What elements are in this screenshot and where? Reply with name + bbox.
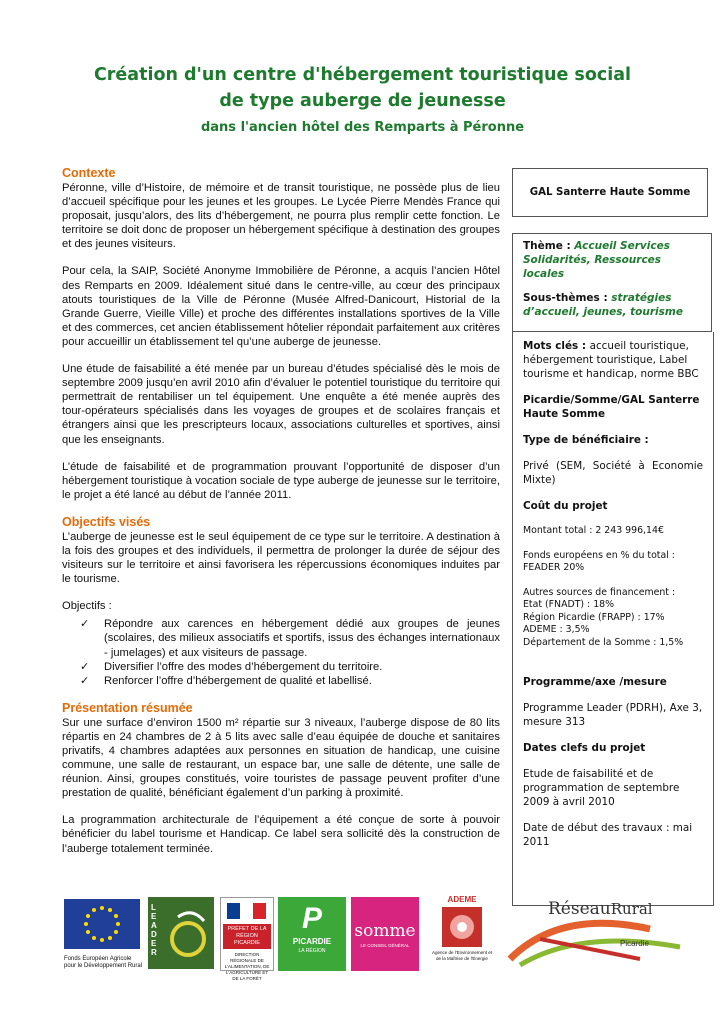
leader-logo [148, 897, 214, 969]
dates-study: Etude de faisabilité et de programmation de septembre 2009 à avril 2010 [523, 768, 680, 808]
ademe-text: ADEME [447, 895, 477, 904]
somme-sub: LE CONSEIL GÉNÉRAL [360, 943, 410, 948]
eu-flag-icon [64, 899, 140, 949]
theme-value: Accueil Services Solidarités, Ressources locales [523, 240, 670, 280]
dates-label: Dates clefs du projet [523, 742, 646, 754]
cost-other-item: Département de la Somme : 1,5% [523, 636, 684, 648]
contexte-paragraph-1: Péronne, ville d’Histoire, de mémoire et de transit touristique, ne possède plus de lieu d’accueil spécifique pour les jeunes et les groupes. Le Lycée Pierre Mendès France qui proposait, jusqu’alors, des lits d’hébergement, ne pourra plus remplir cette fonction. Le territoire se doit donc de proposer un hébergement spécifique à destination des groupes et des jeunes visiteurs. [62, 182, 500, 251]
keywords-value: accueil touristique, hébergement touristique, Label tourisme et handicap, norme BBC [523, 340, 699, 380]
cost-european-funds: Fonds européens en % du total : FEADER 20% [523, 549, 675, 573]
objectif-text: Diversifier l’offre des modes d’hébergement du territoire. [104, 660, 383, 673]
eu-logo [64, 899, 144, 970]
region-label: Picardie/Somme/GAL Santerre Haute Somme [523, 394, 700, 420]
dates-works: Date de début des travaux : mai 2011 [523, 822, 693, 848]
programme-label: Programme/axe /mesure [523, 676, 667, 688]
presentation-heading: Présentation résumée [62, 700, 193, 715]
page-title-line-1: Création d'un centre d'hébergement touristique social [93, 65, 632, 85]
objectif-text: Répondre aux carences en hébergement dédié aux groupes de jeunes (scolaires, des milieux associatifs et sportifs, issus des échanges internationaux - jumelages) et aux visiteurs de passage. [104, 618, 500, 659]
keywords-entry [523, 339, 703, 381]
picardie-text: PICARDIE [292, 937, 332, 946]
prefet-logo [220, 897, 274, 981]
cost-total: Montant total : 2 243 996,14€ [523, 525, 664, 536]
page-title-line-2: de type auberge de jeunesse [219, 91, 506, 111]
checkmark-icon: ✓ [80, 659, 90, 673]
objectif-text: Renforcer l’offre d’hébergement de qualité et labellisé. [104, 674, 372, 687]
ademe-emblem-icon [442, 907, 482, 947]
details-box [512, 332, 714, 906]
prefet-caption: DIRECTION RÉGIONALE DE L'ALIMENTATION, DE L'AGRICULTURE ET DE LA FORÊT [224, 952, 270, 981]
ademe-logo [432, 895, 492, 971]
subtheme-entry [523, 291, 701, 319]
beneficiary-label: Type de bénéficiaire : [523, 434, 649, 446]
cost-other-item: Région Picardie (FRAPP) : 17% [523, 611, 665, 623]
cost-other-intro: Autres sources de financement : [523, 586, 676, 598]
page-subtitle: dans l'ancien hôtel des Remparts à Péronne [200, 120, 525, 135]
prefet-text: PRÉFET DE LA RÉGION PICARDIE [223, 924, 271, 949]
list-item [80, 674, 500, 688]
objectifs-intro: Objectifs : [62, 600, 112, 613]
picardie-sub: LA RÉGION [298, 948, 326, 954]
objectifs-paragraph: L’auberge de jeunesse est le seul équipement de ce type sur le territoire. A destination à la fois des groupes et des individuels, il permettra de prolonger la durée de séjour des visiteurs sur le territoire et ainsi favorisera les répercussions économiques induites par le tourisme. [62, 530, 500, 586]
picardie-logo [278, 897, 346, 971]
subtheme-label: Sous-thèmes : [523, 292, 612, 304]
contexte-paragraph-3: Une étude de faisabilité a été menée par un bureau d’études spécialisé dès le mois de septembre 2009 jusqu’en avril 2010 afin d’évaluer le potentiel touristique du territoire qui permettrait de rentabiliser un tel équipement. Une enquête a été menée auprès des tour-opérateurs spécialisés dans les voyages de groupes et de scolaires français et étrangers ainsi que les prescripteurs locaux, associations culturelles et sportives, ainsi que les enseignants. [62, 363, 500, 446]
list-item [80, 660, 500, 674]
theme-entry [523, 239, 701, 281]
reseau-word: Réseau [548, 899, 611, 919]
cost-other-item: ADEME : 3,5% [523, 624, 590, 635]
keywords-label: Mots clés : [523, 340, 590, 352]
checkmark-icon: ✓ [80, 617, 90, 631]
cost-other-item: Etat (FNADT) : 18% [523, 599, 615, 610]
french-flag-icon [221, 901, 273, 921]
partner-logos [62, 895, 712, 995]
subtheme-value: stratégies d’accueil, jeunes, tourisme [523, 292, 683, 318]
beneficiary-value: Privé (SEM, Société à Economie Mixte) [523, 460, 703, 486]
eu-caption: Fonds Européen Agricole pour le Développement Rural [64, 956, 143, 969]
theme-box [512, 233, 712, 332]
ademe-caption: Agence de l'Environnement et de la Maîtrise de l'Énergie [432, 950, 492, 961]
picardie-symbol-icon: P [301, 902, 322, 935]
checkmark-icon: ✓ [80, 673, 90, 687]
programme-value: Programme Leader (PDRH), Axe 3, mesure 313 [523, 702, 703, 728]
somme-text: somme [354, 921, 416, 941]
reseau-text [548, 899, 653, 919]
reseau-sub: Picardie [620, 939, 649, 948]
contexte-heading: Contexte [62, 166, 116, 180]
list-item [80, 617, 500, 659]
title-block [0, 62, 725, 135]
objectifs-heading: Objectifs visés [62, 514, 151, 529]
contexte-paragraph-4: L’étude de faisabilité et de programmation prouvant l’opportunité de disposer d’un hébergement touristique à vocation sociale de type auberge de jeunesse sur le territoire, le projet a été lancé au début de l’année 2011. [62, 460, 500, 501]
main-column [62, 166, 500, 869]
presentation-paragraph-1: Sur une surface d’environ 1500 m² répartie sur 3 niveaux, l’auberge dispose de 80 lits répartis en 24 chambres de 2 à 5 lits avec salle d’eau équipée de douche et sanitaires privatifs, 4 chambres adaptées aux personnes en situation de handicap, une cuisine commune, une salle de restaurant, un espace bar, une salle de détente, une salle de réunion. Ainsi, groupes constitués, voire touristes de passage peuvent profiter d’une prestation de qualité, bénéficiant également d’un parking à proximité. [62, 716, 500, 800]
contexte-paragraph-2: Pour cela, la SAIP, Société Anonyme Immobilière de Péronne, a acquis l’ancien Hôtel des Remparts en 2009. Idéalement situé dans le centre-ville, au cœur des principaux atouts touristiques de la Ville de Péronne (Musée Alfred-Danicourt, Historial de la Grande Guerre, Vieille Ville) et proche des différentes installations sportives de la Ville et des commerces, cet ancien établissement hôtelier répondait parfaitement aux critères pour accueillir un établissement tel qu’une auberge de jeunesse. [62, 265, 500, 348]
theme-label: Thème : [523, 240, 575, 252]
cost-label: Coût du projet [523, 500, 608, 512]
leader-text: LEADER [151, 903, 157, 957]
somme-logo [351, 897, 419, 971]
gal-name: GAL Santerre Haute Somme [529, 187, 691, 198]
presentation-paragraph-2: La programmation architecturale de l’équipement a été conçue de sorte à pouvoir bénéficier du label tourisme et Handicap. Ce label sera sollicité dès la construction de l’auberge totalement terminée. [62, 814, 500, 855]
rural-word: Rural [610, 900, 653, 918]
objectifs-list [80, 617, 500, 687]
reseau-rural-logo [500, 899, 700, 969]
gal-box [512, 168, 708, 217]
